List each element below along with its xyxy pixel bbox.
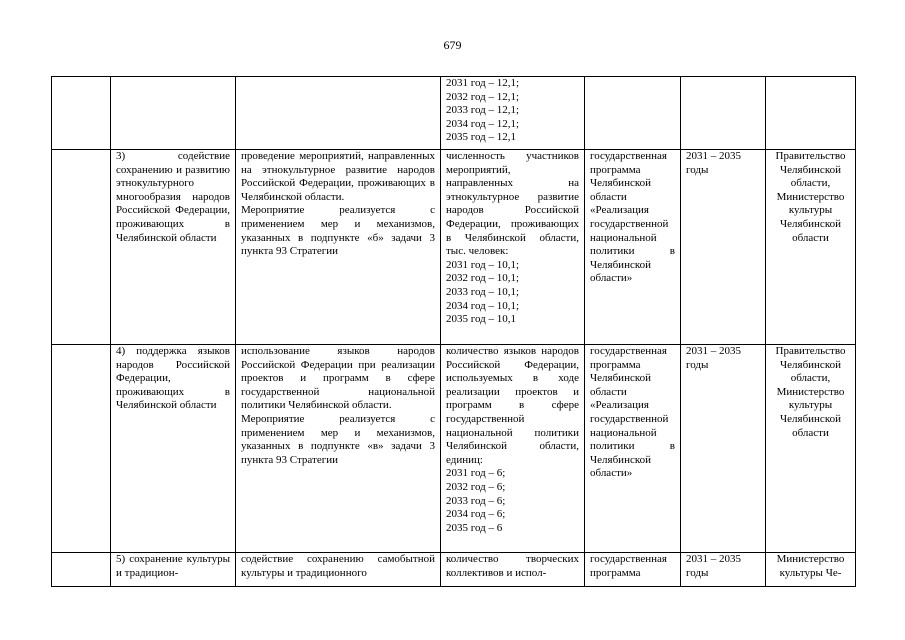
indicator-cell: [441, 345, 585, 553]
activity-cell: [236, 150, 441, 345]
executor-cell: Правительство Челябинской области, Министерство культуры Челябинской области: [766, 150, 856, 345]
period-cell: 2031 – 2035 годы: [681, 150, 766, 345]
program-cell: государственная программа Челябинской области «Реализация государственной национальной политики в Челябинской области»: [585, 345, 681, 553]
cell-line: 2031 год – 6;: [446, 467, 506, 480]
row-number-cell: [52, 553, 111, 587]
cell-line: использование языков народов Российской Федерации при реализации проектов и программ в сфере государственной национальной политики Челябинской области.: [241, 345, 435, 412]
task-cell: 4) поддержка языков народов Российской Федерации, проживающих в Челябинской области: [111, 345, 236, 553]
cell-line: 2033 год – 10,1;: [446, 285, 520, 298]
program-cell: государственная программа Челябинской области «Реализация государственной национальной политики в Челябинской области»: [585, 150, 681, 345]
executor-cell: Правительство Челябинской области, Министерство культуры Челябинской области: [766, 345, 856, 553]
indicator-cell: количество творческих коллективов и испол-: [441, 553, 585, 587]
row-number-cell: [52, 150, 111, 345]
period-cell: 2031 – 2035 годы: [681, 345, 766, 553]
program-cell: [585, 77, 681, 150]
cell-line: проведение мероприятий, направленных на этнокультурное развитие народов Российской Федерации, проживающих в Челябинской области.: [241, 150, 435, 203]
cell-line: 2035 год – 10,1: [446, 313, 517, 326]
table-row: [52, 150, 856, 345]
cell-line: 2034 год – 6;: [446, 508, 506, 521]
cell-line: 2035 год – 6: [446, 521, 503, 534]
cell-line: 2031 год – 12,1;: [446, 77, 520, 89]
activity-cell: [236, 77, 441, 150]
task-cell: [111, 77, 236, 150]
executor-cell: Министерство культуры Че-: [766, 553, 856, 587]
table-row: [52, 553, 856, 587]
cell-line: численность участников мероприятий, направленных на этнокультурное развитие народов Российской Федерации, проживающих в Челябинской области, тыс. человек:: [446, 150, 579, 258]
strategy-measures-table: [51, 76, 856, 587]
task-cell: 3) содействие сохранению и развитию этнокультурного многообразия народов Российской Федерации, проживающих в Челябинской области: [111, 150, 236, 345]
cell-line: 2032 год – 12,1;: [446, 90, 520, 103]
page-number: 679: [443, 38, 462, 52]
executor-cell: [766, 77, 856, 150]
cell-line: 2035 год – 12,1: [446, 131, 517, 144]
table-row: [52, 77, 856, 150]
cell-line: 2031 год – 10,1;: [446, 258, 520, 271]
cell-line: 2033 год – 12,1;: [446, 104, 520, 117]
program-cell: государственная программа: [585, 553, 681, 587]
cell-line: Мероприятие реализуется с применением мер и механизмов, указанных в подпункте «б» задачи 3 пункта 93 Стратегии: [241, 204, 435, 258]
period-cell: 2031 – 2035 годы: [681, 553, 766, 587]
cell-line: 2032 год – 10,1;: [446, 272, 520, 285]
table-row: [52, 345, 856, 553]
row-number-cell: [52, 77, 111, 150]
indicator-cell: [441, 150, 585, 345]
cell-line: Мероприятие реализуется с применением мер и механизмов, указанных в подпункте «в» задачи 3 пункта 93 Стратегии: [241, 412, 435, 466]
cell-line: количество языков народов Российской Федерации, используемых в ходе реализации проектов и программ в сфере государственной национальной политики Челябинской области, единиц:: [446, 345, 579, 466]
activity-cell: содействие сохранению самобытной культуры и традиционного: [236, 553, 441, 587]
row-number-cell: [52, 345, 111, 553]
cell-line: 2034 год – 12,1;: [446, 117, 520, 130]
cell-line: 2033 год – 6;: [446, 494, 506, 507]
period-cell: [681, 77, 766, 150]
cell-line: 2034 год – 10,1;: [446, 299, 520, 312]
task-cell: 5) сохранение культуры и традицион-: [111, 553, 236, 587]
cell-line: 2032 год – 6;: [446, 480, 506, 493]
activity-cell: [236, 345, 441, 553]
indicator-cell: [441, 77, 585, 150]
